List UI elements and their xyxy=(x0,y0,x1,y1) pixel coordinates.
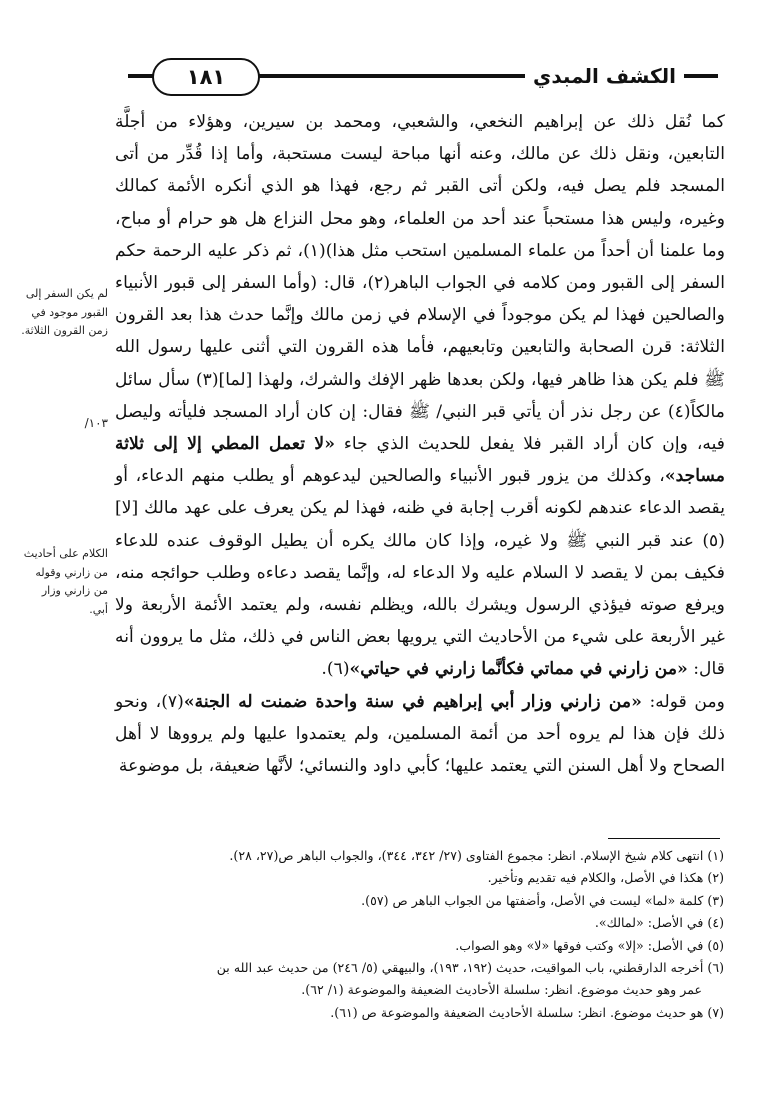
footnote-rule xyxy=(608,838,720,839)
page-number: ١٨١ xyxy=(152,58,260,96)
book-title: الكشف المبدي xyxy=(525,59,684,93)
footnote-6-continued: عمر وهو حديث موضوع. انظر: سلسلة الأحاديث الضعيفة والموضوعة (١/ ٦٢). xyxy=(301,982,702,998)
body-text-3: (٦). xyxy=(321,659,350,680)
body-text-1: كما نُقل ذلك عن إبراهيم النخعي، والشعبي، ومحمد بن سيرين، وهؤلاء من أجلَّة التابعين، ونقل ذلك عن مالك، وعنه أنها مباحة ليست مستحبة، وأما إذا قُدِّر من أتى المسجد فلم يصل فيه، ولكن أتى القبر ثم رجع، فهذا هو الذي أنكره الأئمة كمالك وغيره، وليس هذا مستحباً عند أحد من العلماء، وهو محل النزاع هل هو حرام أو مباح، وما علمنا أن أحداً من علماء المسلمين استحب مثل هذا)(١)، ثم ذكر عليه الرحمة حكم السفر إلى القبور ومن كلامه في الجواب الباهر(٢)، قال: (وأما السفر إلى قبور الأنبياء والصالحين فهذا لم يكن موجوداً في الإسلام في زمن مالك وإنَّما حدث هذا بعد القرون الثلاثة: قرن الصحابة والتابعين وتابعيهم، فأما هذه القرون التي أثنى عليها رسول الله ﷺ فلم يكن هذا ظاهر فيها، ولكن بعدها ظهر الإفك والشرك، ولهذا [لما](٣) سأل سائل مالكاً(٤) عن رجل نذر أن يأتي قبر النبي/ ﷺ فقال: إن كان أراد المسجد فليأته وليصل فيه، وإن كان أراد القبر فلا يفعل للحديث الذي جاء xyxy=(115,112,726,455)
footnote-1: (١) انتهى كلام شيخ الإسلام. انظر: مجموع الفتاوى (٢٧/ ٣٤٢، ٣٤٤)، والجواب الباهر ص(٢٧، ٢٨). xyxy=(229,848,724,863)
footnote-6: (٦) أخرجه الدارقطني، باب المواقيت، حديث (١٩٢، ١٩٣)، والبيهقي (٥/ ٢٤٦) من حديث عبد الله بن xyxy=(216,960,724,976)
body-paragraph-2 xyxy=(115,686,725,783)
body-text-2: ، وكذلك من يزور قبور الأنبياء والصالحين ليدعوهم أو يطلب منهم الدعاء، أو يقصد الدعاء عندهم لكونه أقرب إجابة في ظنه، فهذا لم يكن يعرف على عهد مالك [لا](٥) عند قبر النبي ﷺ ولا غيره، وإذا كان مالك يكره أن يطيل الوقوف عنده للدعاء فكيف بمن لا يقصد لا السلام عليه ولا الدعاء له، وإنَّما يقصد دعاءه وطلب حوائجه منه، ويرفع صوته فيؤذي الرسول ويشرك بالله، ويظلم نفسه، ولم يعتمد الأئمة الأربعة ولا غير الأربعة على شيء من الأحاديث التي يرويها بعض الناس في ذلك، مثل ما يروون أنه قال: xyxy=(115,466,725,680)
page-header xyxy=(128,56,718,96)
margin-ref-number: ١٠٣/ xyxy=(84,416,108,430)
footnote-7: (٧) هو حديث موضوع. انظر: سلسلة الأحاديث الضعيفة والموضوعة ص (٦١). xyxy=(330,1004,724,1020)
margin-note-hadith: الكلام على أحاديث من زارني وقوله من زارني وزار أبي. xyxy=(23,547,108,616)
hadith-quote-mosques: «لا تعمل المطي إلا إلى ثلاثة مساجد» xyxy=(115,434,725,487)
footnote-3: (٣) كلمة «لما» ليست في الأصل، وأضفتها من الجواب الباهر ص (٥٧). xyxy=(361,892,724,908)
body-paragraph-1 xyxy=(115,106,725,686)
footnote-2: (٢) هكذا في الأصل، والكلام فيه تقديم وتأخير. xyxy=(487,870,724,886)
hadith-quote-2: «من زارني وزار أبي إبراهيم في سنة واحدة ضمنت له الجنة» xyxy=(183,691,642,712)
hadith-quote-1: «من زارني في مماتي فكأنَّما زارني في حياتي» xyxy=(349,659,688,680)
main-text xyxy=(115,106,725,782)
margin-note-travel: لم يكن السفر إلى القبور موجود في زمن القرون الثلاثة. xyxy=(21,287,108,337)
body-text-4: ومن قوله: xyxy=(649,691,725,712)
footnote-5: (٥) في الأصل: «إلا» وكتب فوقها «لا» وهو الصواب. xyxy=(455,937,724,953)
footnote-4: (٤) في الأصل: «لمالك». xyxy=(594,915,724,931)
body-text-5: (٧)، ونحو ذلك فإن هذا لم يروه أحد من أئمة المسلمين، ولم يعتمدوا عليها ولم يرووها لا أهل الصحاح ولا أهل السنن التي يعتمد عليها؛ كأبي داود والنسائي؛ لأنَّها ضعيفة، بل موضوعة xyxy=(115,691,725,777)
footnotes xyxy=(112,845,724,1024)
